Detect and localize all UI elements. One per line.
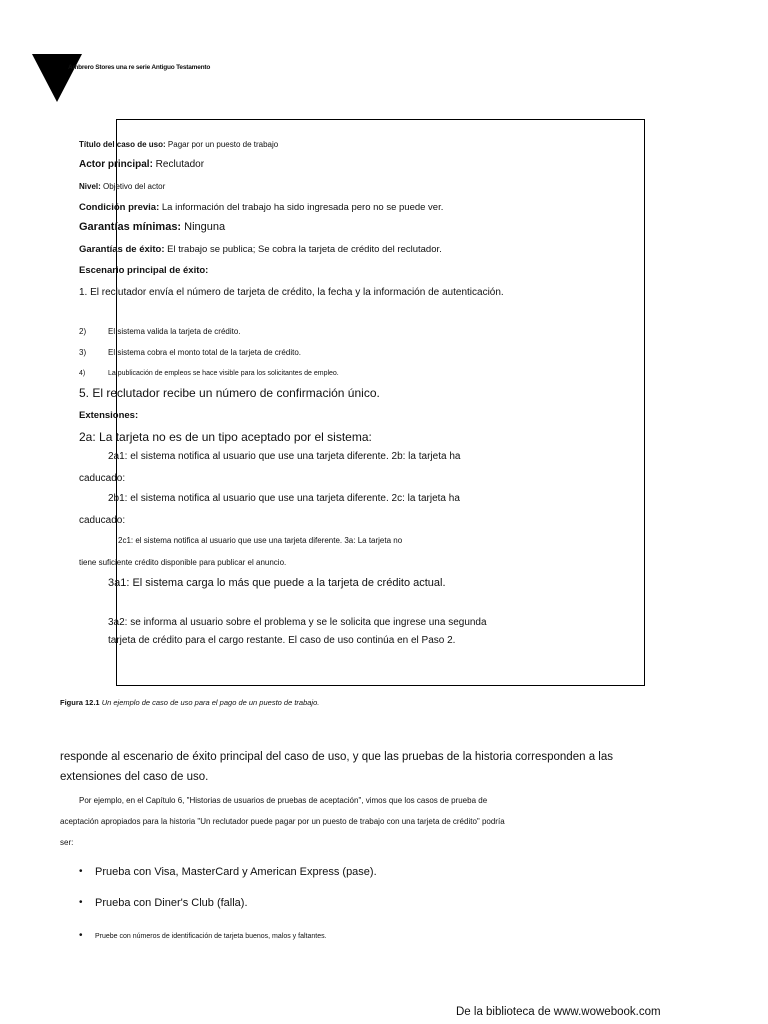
extension-3a2-cont: tarjeta de crédito para el cargo restante. El caso de uso continúa en el Paso 2.	[108, 635, 456, 646]
extension-2c1-cont: tiene suficiente crédito disponible para publicar el anuncio.	[79, 558, 287, 567]
minimal-guarantees: Garantías mínimas: Ninguna	[79, 221, 226, 233]
step-4-num: 4)	[79, 370, 86, 377]
bullet-dot-icon: •	[79, 866, 83, 877]
figure-caption: Figura 12.1 Un ejemplo de caso de uso para el pago de un puesto de trabajo.	[60, 698, 320, 707]
success-guarantees: Garantías de éxito: El trabajo se publica; Se cobra la tarjeta de crédito del reclutador.	[79, 244, 442, 255]
bullet-dot-icon: •	[79, 897, 83, 908]
body-paragraph-2-cont: aceptación apropiados para la historia "Un reclutador puede pagar por un puesto de trabajo con una tarjeta de crédito" podría	[60, 817, 505, 826]
bullet-dot-icon: •	[79, 930, 83, 941]
step-5: 5. El reclutador recibe un número de confirmación único.	[79, 386, 380, 400]
step-3-num: 3)	[79, 348, 87, 357]
step-3-text: El sistema cobra el monto total de la tarjeta de crédito.	[108, 348, 301, 357]
triangle-logo-icon	[32, 54, 82, 102]
level: Nivel: Objetivo del actor	[79, 182, 166, 191]
extension-2b1-cont: caducado:	[79, 515, 126, 526]
body-paragraph-1-cont: extensiones del caso de uso.	[60, 771, 209, 783]
body-paragraph-2: Por ejemplo, en el Capítulo 6, "Historias de usuarios de pruebas de aceptación", vimos que los casos de prueba de	[79, 796, 488, 805]
bullet-item: Prueba con Visa, MasterCard y American Express (pase).	[95, 866, 377, 878]
extension-2a: 2a: La tarjeta no es de un tipo aceptado por el sistema:	[79, 430, 372, 444]
bullet-item: Prueba con Diner's Club (falla).	[95, 897, 248, 909]
precondition: Condición previa: La información del trabajo ha sido ingresada pero no se puede ver.	[79, 202, 444, 213]
primary-actor: Actor principal: Reclutador	[79, 159, 205, 170]
step-2-num: 2)	[79, 327, 87, 336]
footer-source: De la biblioteca de www.wowebook.com	[456, 1006, 661, 1018]
extensions-label: Extensiones:	[79, 410, 139, 421]
extension-2a1-cont: caducado:	[79, 473, 126, 484]
step-2-text: El sistema valida la tarjeta de crédito.	[108, 327, 241, 336]
body-paragraph-1: responde al escenario de éxito principal del caso de uso, y que las pruebas de la historia corresponden a las	[60, 751, 613, 763]
step-1: 1. El reclutador envía el número de tarjeta de crédito, la fecha y la información de autenticación.	[79, 287, 504, 298]
extension-2c1: 2c1: el sistema notifica al usuario que use una tarjeta diferente. 3a: La tarjeta no	[118, 536, 403, 545]
use-case-title: Título del caso de uso: Pagar por un puesto de trabajo	[79, 140, 279, 149]
extension-2b1: 2b1: el sistema notifica al usuario que use una tarjeta diferente. 2c: la tarjeta ha	[108, 493, 460, 504]
step-4-text: La publicación de empleos se hace visible para los solicitantes de empleo.	[108, 370, 339, 377]
extension-3a2: 3a2: se informa al usuario sobre el problema y se le solicita que ingrese una segunda	[108, 617, 487, 628]
bullet-item: Pruebe con números de identificación de tarjeta buenos, malos y faltantes.	[95, 933, 327, 940]
running-header: Ambrero Stores una re serie Antiguo Testamento	[68, 64, 211, 71]
extension-2a1: 2a1: el sistema notifica al usuario que use una tarjeta diferente. 2b: la tarjeta ha	[108, 451, 461, 462]
main-scenario-label: Escenario principal de éxito:	[79, 265, 209, 276]
body-paragraph-2-end: ser:	[60, 838, 74, 847]
extension-3a1: 3a1: El sistema carga lo más que puede a la tarjeta de crédito actual.	[108, 577, 446, 589]
